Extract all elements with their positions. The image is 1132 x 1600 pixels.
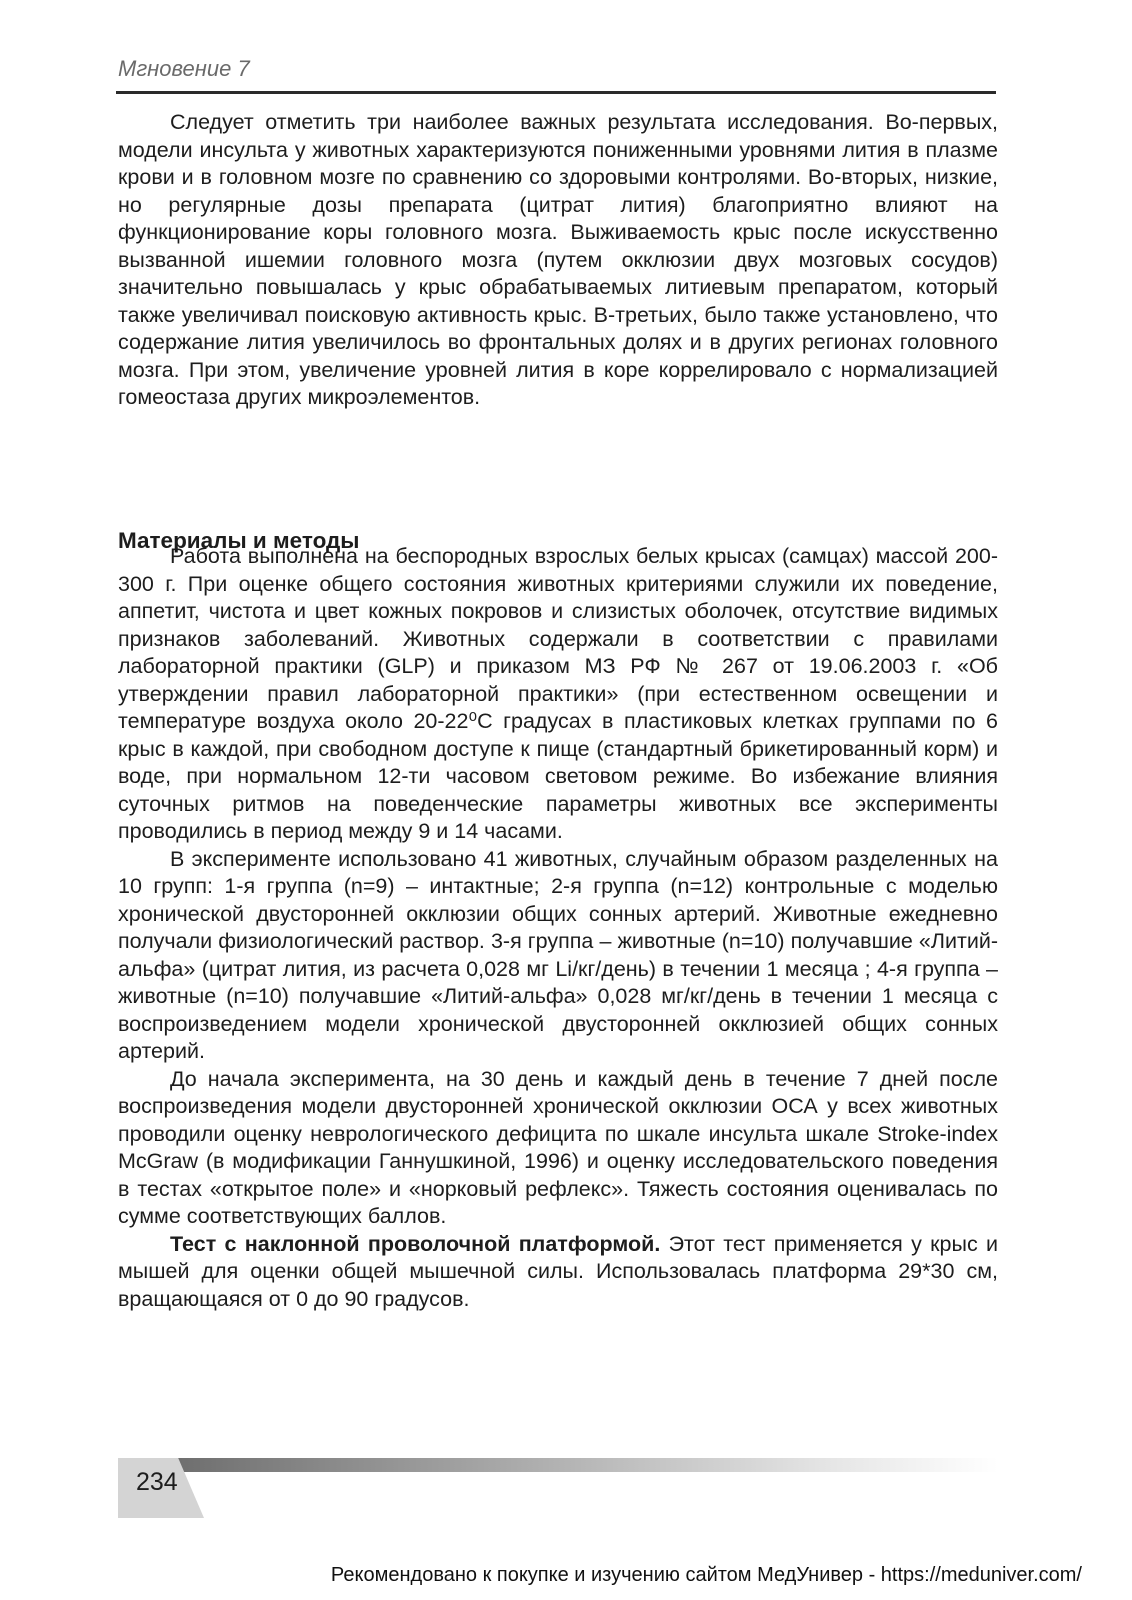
intro-section (118, 109, 998, 412)
test-description: Этот тест применяется у крыс и мышей для оценки общей мышечной силы. Использовалась платформа 29*30 см, вращающаяся от 0 до 90 градусов. (118, 1231, 999, 1311)
methods-paragraph-2: В эксперименте использовано 41 животных, случайным образом разделенных на 10 групп: 1-я группа (n=9) – интактные; 2-я группа (n=12) контрольные с моделью хронической двусторонней окклюзии общих сонных артерий. Животные ежедневно получали физиологический раствор. 3-я группа – животные (n=10) получавшие «Литий-альфа» (цитрат лития, из расчета 0,028 мг Li/кг/день) в течении 1 месяца ; 4-я группа – животные (n=10) получавшие «Литий-альфа» 0,028 мг/кг/день в течении 1 месяца с воспроизведением модели хронической двусторонней окклюзией общих сонных артерий. (118, 846, 998, 1063)
methods-paragraph-3: До начала эксперимента, на 30 день и каждый день в течение 7 дней после воспроизведения модели двусторонней хронической окклюзии ОСА у всех животных проводили оценку неврологического дефицита по шкале инсульта шкале Stroke-index McGraw (в модификации Ганнушкиной, 1996) и оценку исследовательского поведения в тестах «открытое поле» и «норковый рефлекс». Тяжесть состояния оценивалась по сумме соответствующих баллов. (118, 1066, 998, 1228)
test-title: Тест с наклонной проволочной платформой. (170, 1231, 661, 1256)
methods-paragraph-1: Работа выполнена на беспородных взрослых белых крысах (самцах) массой 200-300 г. При оценке общего состояния животных критериями служили их поведение, аппетит, чистота и цвет кожных покровов и слизистых оболочек, отсутствие видимых признаков заболеваний. Животных содержали в соответствии с правилами лабораторной практики (GLP) и приказом МЗ РФ № 267 от 19.06.2003 г. «Об утверждении правил лабораторной практики» (при естественном освещении и температуре воздуха около 20-22⁰С градусах в пластиковых клетках группами по 6 крыс в каждой, при свободном доступе к пище (стандартный брикетированный корм) и воде, при нормальном 12-ти часовом световом режиме. Во избежание влияния суточных ритмов на поведенческие параметры животных все эксперименты проводились в период между 9 и 14 часами. (118, 544, 998, 843)
methods-section (118, 543, 998, 1313)
footer-bar (118, 1458, 998, 1518)
footer-gradient (174, 1458, 998, 1472)
running-title: Мгновение 7 (118, 56, 250, 81)
page-number: 234 (136, 1468, 178, 1496)
section-heading: Материалы и методы (118, 528, 360, 553)
watermark-link[interactable]: Рекомендовано к покупке и изучению сайтом МедУнивер - https://meduniver.com/ (330, 1564, 1082, 1586)
intro-paragraph: Следует отметить три наиболее важных результата исследования. Во-первых, модели инсульта у животных характеризуются пониженными уровнями лития в плазме крови и в головном мозге по сравнению со здоровыми контролями. Во-вторых, низкие, но регулярные дозы препарата (цитрат лития) благоприятно влияют на функционирование коры головного мозга. Выживаемость крыс после искусственно вызванной ишемии головного мозга (путем окклюзии двух мозговых сосудов) значительно повышалась у крыс обрабатываемых литиевым препаратом, который также увеличивал поисковую активность крыс. В-третьих, было также установлено, что содержание лития увеличилось во фронтальных долях и в других регионах головного мозга. При этом, увеличение уровней лития в коре коррелировало с нормализацией гомеостаза других микроэлементов. (118, 110, 998, 409)
methods-paragraph-4 (118, 1231, 998, 1314)
header-rule (116, 91, 996, 94)
